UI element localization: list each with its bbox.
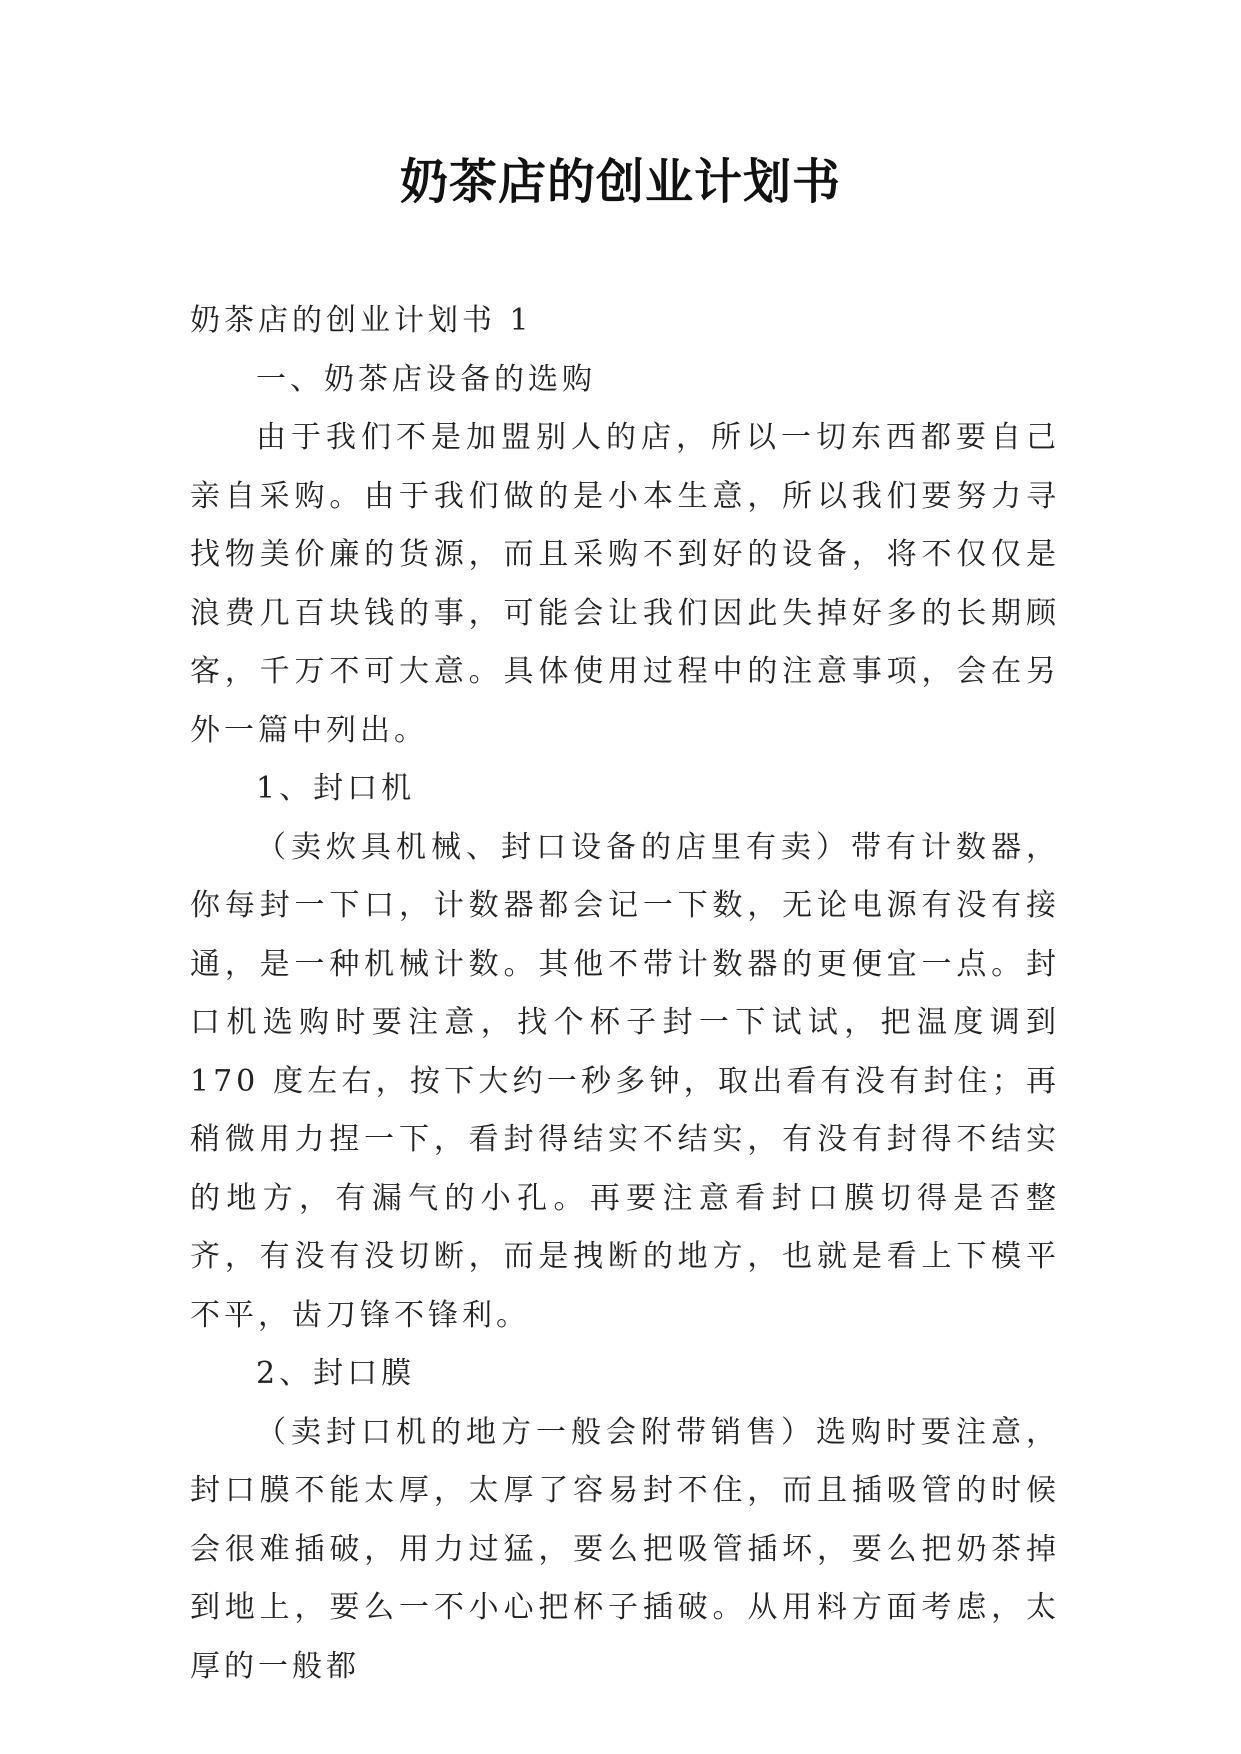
item-heading: 1、封口机 bbox=[256, 771, 416, 806]
body-paragraph: （卖炊具机械、封口设备的店里有卖）带有计数器，你每封一下口，计数器都会记一下数，无论电源有没有接通，是一种机械计数。其他不带计数器的更便宜一点。封口机选购时要注意，找个杯子封一下试试，把温度调到 170 度左右，按下大约一秒多钟，取出看有没有封住；再稍微用力捏一下，看封得结实不结实，有没有封得不结实的地方，有漏气的小孔。再要注意看封口膜切得是否整齐，有没有没切断，而是拽断的地方，也就是看上下模平不平，齿刀锋不锋利。 bbox=[190, 829, 1060, 1333]
body-paragraph: （卖封口机的地方一般会附带销售）选购时要注意，封口膜不能太厚，太厚了容易封不住，而且插吸管的时候会很难插破，用力过猛，要么把吸管插坏，要么把奶茶掉到地上，要么一不小心把杯子插破。从用料方面考虑，太厚的一般都 bbox=[190, 1414, 1060, 1684]
document-body bbox=[190, 292, 1060, 1696]
body-paragraph: 由于我们不是加盟别人的店，所以一切东西都要自己亲自采购。由于我们做的是小本生意，所以我们要努力寻找物美价廉的货源，而且采购不到好的设备，将不仅仅是浪费几百块钱的事，可能会让我们因此失掉好多的长期顾客，千万不可大意。具体使用过程中的注意事项，会在另外一篇中列出。 bbox=[190, 420, 1060, 748]
item-heading: 2、封口膜 bbox=[256, 1356, 416, 1391]
subsection-heading: 一、奶茶店设备的选购 bbox=[256, 361, 596, 397]
section-heading: 奶茶店的创业计划书 1 bbox=[190, 303, 533, 338]
document-title: 奶茶店的创业计划书 bbox=[399, 154, 841, 210]
